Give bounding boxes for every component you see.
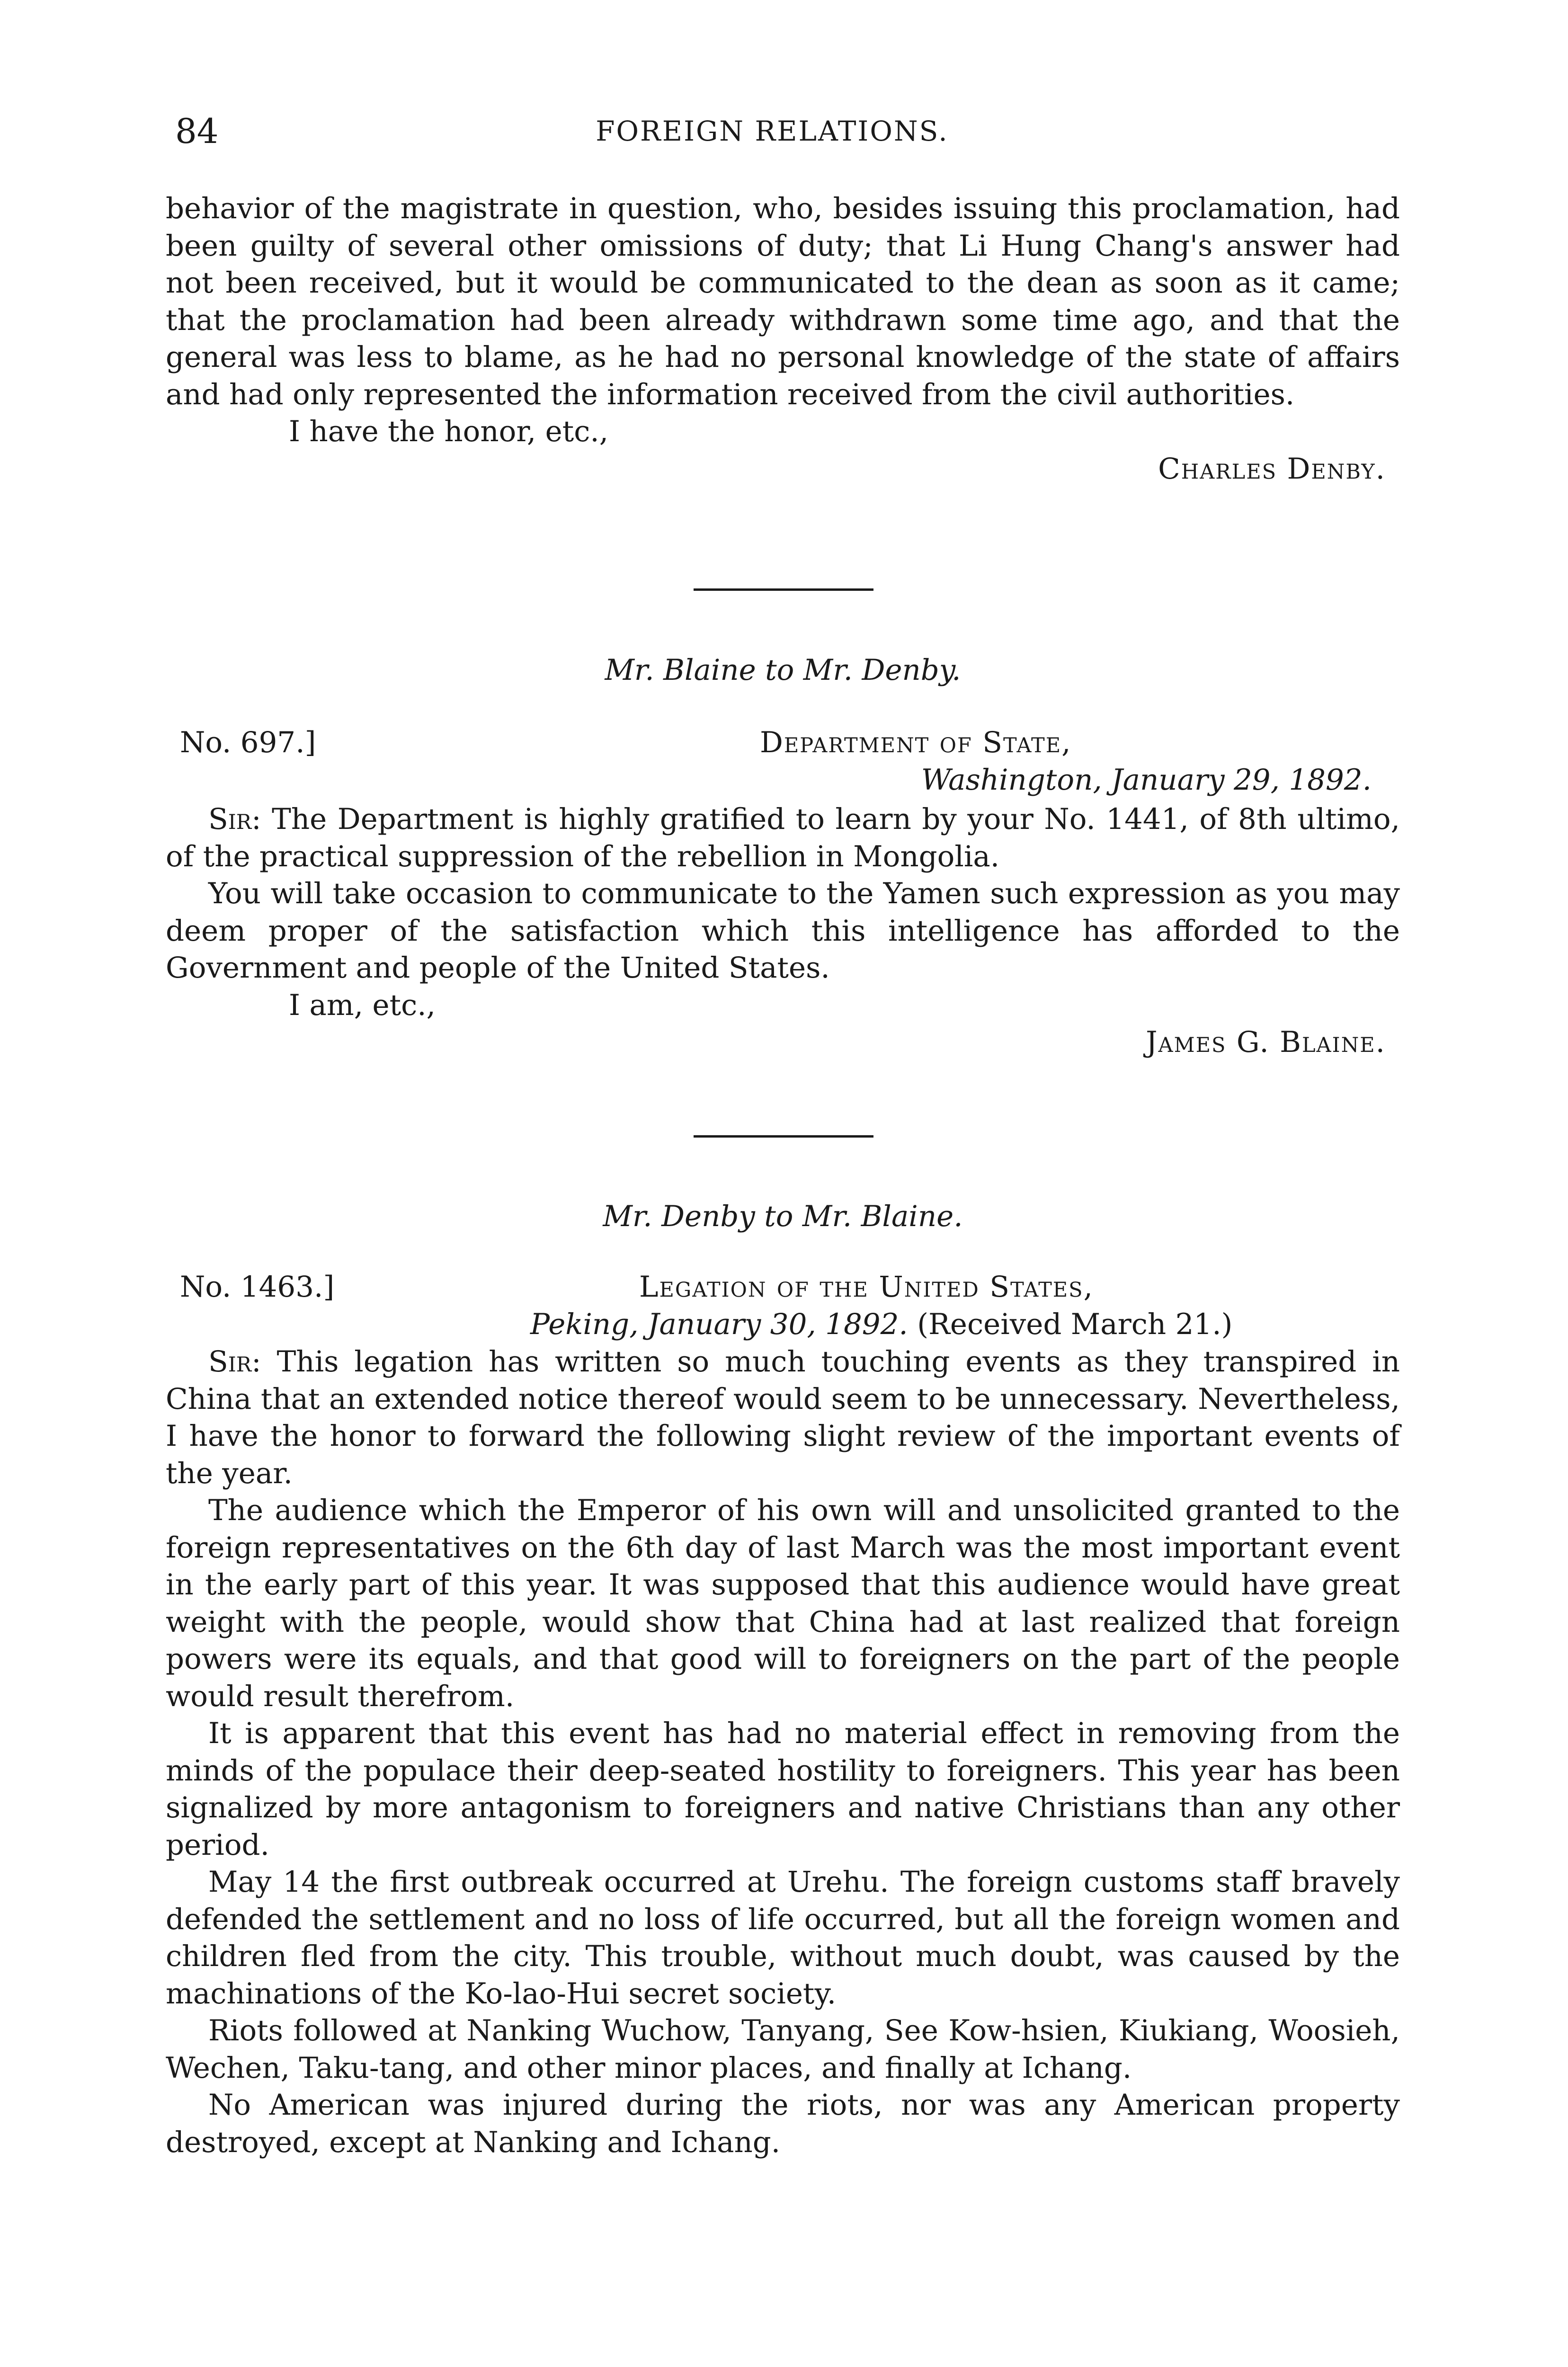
letter-heading: Mr. Denby to Mr. Blaine. (603, 1200, 963, 1233)
salutation: Sir: (208, 1345, 261, 1379)
signature: James G. Blaine. (1146, 1025, 1386, 1059)
letter-dateline (166, 1269, 1400, 1343)
body-paragraph: Sir: This legation has written so much touching events as they transpired in China that an extended notice thereof would seem to be unnecessary. Nevertheless, I have the honor to forward the following slight review of the important events of the year. (166, 1345, 1400, 1490)
place-date: Washington, January 29, 1892. (921, 763, 1372, 797)
office-name: Legation of the United States, (639, 1270, 1094, 1304)
letter-body (166, 801, 1400, 1061)
body-paragraph: The audience which the Emperor of his own will and unsolicited granted to the foreign representatives on the 6th day of last March was the most important event in the early part of this year. It was supposed that this audience would have great weight with the people, would show that China had at last realized that foreign powers were its equals, and that good will to foreigners on the part of the people would result therefrom. (166, 1494, 1400, 1713)
closing-line: I have the honor, etc., (289, 415, 609, 448)
body-paragraph: Riots followed at Nanking Wuchow, Tanyang, See Kow-hsien, Kiukiang, Woosieh, Wechen, Taku-tang, and other minor places, and finally at Ichang. (166, 2014, 1400, 2085)
letter-number: No. 1463.] (180, 1270, 335, 1304)
body-paragraph: No American was injured during the riots, nor was any American property destroyed, except at Nanking and Ichang. (166, 2088, 1400, 2159)
place-date: Peking, January 30, 1892. (Received March 21.) (530, 1307, 1233, 1341)
body-paragraph: Sir: The Department is highly gratified to learn by your No. 1441, of 8th ultimo, of the practical suppression of the rebellion in Mongolia. (166, 802, 1400, 873)
letter-continuation (166, 190, 1400, 488)
body-paragraph: You will take occasion to communicate to the Yamen such expression as you may deem proper of the satisfaction which this intelligence has afforded to the Government and people of the United States. (166, 877, 1400, 985)
salutation: Sir: (208, 802, 261, 836)
body-paragraph: It is apparent that this event has had no material effect in removing from the minds of the populace their deep-seated hostility to foreigners. This year has been signalized by more antagonism to foreigners and native Christians than any other period. (166, 1717, 1400, 1862)
letter-dateline (166, 724, 1400, 799)
signature: Charles Denby. (1158, 452, 1386, 486)
office-name: Department of State, (760, 726, 1072, 759)
page-number: 84 (175, 111, 219, 151)
letter-body (166, 1344, 1400, 2161)
closing-line: I am, etc., (289, 988, 436, 1022)
running-title: FOREIGN RELATIONS. (596, 115, 949, 147)
section-rule (694, 1135, 873, 1138)
body-paragraph: May 14 the first outbreak occurred at Urehu. The foreign customs staff bravely defended the settlement and no loss of life occurred, but all the foreign women and children fled from the city. This trouble, without much doubt, was caused by the machinations of the Ko-lao-Hui secret society. (166, 1865, 1400, 2011)
letter-heading: Mr. Blaine to Mr. Denby. (605, 653, 961, 687)
received-note: (Received March 21.) (917, 1307, 1233, 1341)
letter-number: No. 697.] (180, 726, 316, 759)
continuation-paragraph: behavior of the magistrate in question, who, besides issuing this proclamation, had been guilty of several other omissions of duty; that Li Hung Chang's answer had not been received, but it would be communicated to the dean as soon as it came; that the proclamation had been already withdrawn some time ago, and that the general was less to blame, as he had no personal knowledge of the state of affairs and had only represented the information received from the civil authorities. (166, 192, 1400, 411)
section-rule (694, 588, 873, 591)
running-head (175, 110, 1369, 152)
